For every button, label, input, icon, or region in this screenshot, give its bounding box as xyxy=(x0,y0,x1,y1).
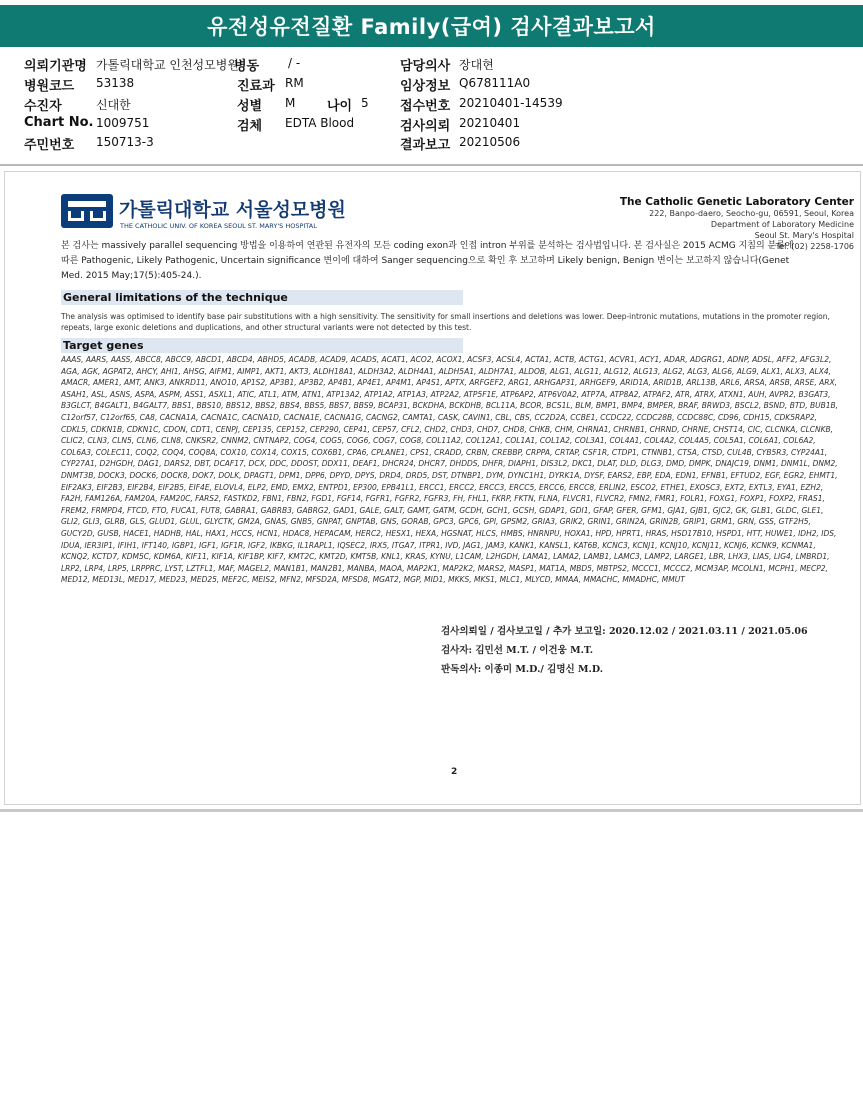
clinical-info-value: Q678111A0 xyxy=(459,76,531,90)
age-value: 5 xyxy=(361,96,369,110)
request-date-value: 20210401 xyxy=(459,116,521,130)
signature-technicians: 검사자: 김민선 M.T. / 이건웅 M.T. xyxy=(441,645,594,656)
clinical-info-label: 임상정보 xyxy=(400,79,451,94)
method-intro: 본 검사는 massively parallel sequencing 방법을 이용하여 연관된 유전자의 모든 coding exon과 인접 intron 부위를 분석하는 검사법입니다. 본 검사실은 2015 ACMG 지침의 분류에 따른 Pathogenic, Likely Pathogenic, Uncertain significance 변이에 대하여 Sanger sequencing으로 확인 후 보고하며 Likely benign, Benign 변이는 보고하지 않습니다(Genet Med. 2015 May;17(5):405-24.). xyxy=(61,241,794,281)
sex-label: 성별 xyxy=(237,99,263,114)
report-title-bar xyxy=(0,5,863,47)
referring-institution-value: 가톨릭대학교 인천성모병원 xyxy=(96,58,239,72)
report-page[interactable] xyxy=(4,171,861,805)
receipt-no-value: 20210401-14539 xyxy=(459,96,563,110)
age-label: 나이 xyxy=(327,99,353,114)
chart-no-value: 1009751 xyxy=(96,116,150,130)
ward-label: 병동 xyxy=(234,59,260,74)
report-date-label: 결과보고 xyxy=(400,138,451,153)
divider xyxy=(0,809,863,812)
limitations-heading: General limitations of the technique xyxy=(61,290,463,305)
report-title: 유전성유전질환 Family(급여) 검사결과보고서 xyxy=(207,15,656,39)
sex-value: M xyxy=(285,96,296,110)
hospital-name: 가톨릭대학교 서울성모병원 xyxy=(119,199,346,221)
receipt-no-label: 접수번호 xyxy=(400,99,451,114)
target-genes-list: AAAS, AARS, AASS, ABCC8, ABCC9, ABCD1, ABCD4, ABHD5, ACADB, ACAD9, ACADS, ACAT1, ACO2, ACOX1, ACSF3, ACSL4, ACTA1, ACTB, ACTG1, ACVR1, ACY1, ADAR, ADGRG1, ADNP, ADSL, AFF2, AFG3L2, AGA, AGK, AGPAT2, AHCY, AHI1, AHSG, AIFM1, AIMP1, AKT1, AKT3, ALDH18A1, ALDH3A2, ALDH4A1, ALDH5A1, ALDH7A1, ALDOB, ALG1, ALG11, ALG12, ALG13, ALG2, ALG3, ALG6, ALG9, ALX1, ALX3, ALX4, AMACR, AMER1, AMT, ANK3, ANKRD11, ANO10, AP1S2, AP3B1, AP3B2, AP4B1, AP4E1, AP4M1, AP4S1, APTX, ARFGEF2, ARG1, ARHGAP31, ARHGEF9, ARID1A, ARID1B, ARL13B, ARL6, ARSA, ARSB, ARSE, ARX, ASAH1, ASL, ASNS, ASPA, ASPM, ASS1, ASXL1, ATIC, ATL1, ATM, ATN1, ATP13A2, ATP1A2, ATP1A3, ATP2A2, ATP5F1E, ATP6AP2, ATP6V0A2, ATP7A, ATP8A2, ATPAF2, ATR, ATRX, ATXN1, AUH, AVPR2, B3GAT3, B3GLCT, B4GALT1, B4GALT7, BBS1, BBS10, BBS12, BBS2, BBS4, BBS5, BBS7, BBS9, BCAP31, BCKDHA, BCKDHB, BCL11A, BCOR, BCS1L, BLM, BMP1, BMP4, BMPER, BRAF, BRWD3, BSCL2, BSND, BTD, BUB1B, C12orf57, C12orf65, CA8, CACNA1A, CACNA1C, CACNA1D, CACNA1E, CACNA1G, CACNG2, CAMTA1, CASK, CAVIN1, CBL, CBS, CC2D2A, CCBE1, CCDC22, CCDC28B, CCDC88C, CD96, CDH15, CDK5RAP2, CDKL5, CDKN1B, CDKN1C, CDON, CDT1, CENPJ, CEP135, CEP152, CEP290, CEP41, CEP57, CFL2, CHD2, CHD3, CHD7, CHD8, CHKB, CHM, CHRNA1, CHRNB1, CHRND, CHRNE, CHST14, CIC, CLCNKA, CLCNKB, CLIC2, CLN3, CLN5, CLN6, CLN8, CNKSR2, CNNM2, CNTNAP2, COG4, COG5, COG6, COG7, COG8, COL11A2, COL12A1, COL1A1, COL1A2, COL3A1, COL4A1, COL4A2, COL4A5, COL5A1, COL6A1, COL6A2, COL6A3, COLEC11, COQ2, COQ4, COQ8A, COX10, COX14, COX15, COX6B1, CPA6, CPLANE1, CPS1, CRADD, CRBN, CREBBP, CRPPA, CRTAP, CSF1R, CTDP1, CTNNB1, CTSA, CTSD, CUL4B, CYB5R3, CYP24A1, CYP27A1, D2HGDH, DAG1, DARS2, DBT, DCAF17, DCX, DDC, DDOST, DDX11, DEAF1, DHCR24, DHCR7, DHDDS, DHFR, DIAPH1, DIS3L2, DKC1, DLAT, DLD, DLG3, DMD, DMPK, DNAJC19, DNM1, DNM1L, DNM2, DNMT3B, DOCK3, DOCK6, DOCK8, DOK7, DOLK, DPAGT1, DPM1, DPP6, DPYD, DPYS, DRD4, DRD5, DST, DTNBP1, DYM, DYNC1H1, DYRK1A, DYSF, EARS2, EBP, EDA, EDN1, EFNB1, EFTUD2, EGF, EGR2, EHMT1, EIF2AK3, EIF2B3, EIF2B4, EIF2B5, EIF4E, ELOVL4, ELP2, EMD, EMX2, ENTPD1, EP300, EPB41L1, ERCC1, ERCC2, ERCC3, ERCC5, ERCC6, ERCC8, ERLIN2, ESCO2, ETHE1, EXOSC3, EXT2, EXTL3, EYA1, EZH2, FA2H, FAM126A, FAM20A, FAM20C, FARS2, FASTKD2, FBN1, FBN2, FGD1, FGF14, FGFR1, FGFR2, FGFR3, FH, FHL1, FKRP, FKTN, FLNA, FLVCR1, FLVCR2, FMN2, FMR1, FOLR1, FOXG1, FOXP1, FOXP2, FRAS1, FREM2, FRMPD4, FTCD, FTO, FUCA1, FUT8, GABRA1, GABRB3, GABRG2, GAD1, GALE, GALT, GAMT, GATM, GCDH, GCH1, GCSH, GDAP1, GDI1, GFAP, GFER, GFM1, GJA1, GJB1, GJC2, GK, GLB1, GLDC, GLE1, GLI2, GLI3, GLRB, GLS, GLUD1, GLUL, GLYCTK, GM2A, GNAS, GNB5, GNPAT, GNPTAB, GNS, GORAB, GPC3, GPC6, GPI, GPSM2, GRIA3, GRIK2, GRIN1, GRIN2A, GRIN2B, GRIP1, GRM1, GRN, GSS, GTF2H5, GUCY2D, GUSB, HACE1, HADHB, HAL, HAX1, HCCS, HCN1, HDAC8, HEPACAM, HERC2, HESX1, HEXA, HGSNAT, HLCS, HMBS, HNRNPU, HOXA1, HPD, HPRT1, HRAS, HSD17B10, HSPD1, HTT, HUWE1, IDH2, IDS, IDUA, IER3IP1, IFIH1, IFT140, IGBP1, IGF1, IGF1R, IGF2, IKBKG, IL1RAPL1, IQSEC2, IRX5, ITGA7, ITPR1, IVD, JAG1, JAM3, KANK1, KANSL1, KAT6B, KCNC3, KCNJ1, KCNJ10, KCNJ11, KCNJ6, KCNK9, KCNMA1, KCNQ2, KCTD7, KDM5C, KDM6A, KIF11, KIF1A, KIF1BP, KIF7, KMT2C, KMT2D, KMT5B, KNL1, KRAS, KYNU, L1CAM, L2HGDH, LAMA1, LAMA2, LAMB1, LAMC3, LAMP2, LARGE1, LBR, LHX3, LIAS, LIG4, LMBRD1, LRP2, LRP4, LRP5, LRPPRC, LYST, LZTFL1, MAF, MAGEL2, MAN1B1, MAN2B1, MANBA, MAOA, MAP2K1, MAP2K2, MARS2, MASP1, MAT1A, MBD5, MBTPS2, MCCC1, MCCC2, MCM3AP, MCOLN1, MCPH1, MECP2, MED12, MED13L, MED17, MED23, MED25, MEF2C, MEIS2, MFN2, MFSD2A, MFSD8, MGAT2, MGP, MID1, MKKS, MKS1, MLC1, MLYCD, MMAA, MMACHC, MMADHC, MMUT xyxy=(61,355,839,585)
lab-address: 222, Banpo-daero, Seocho-gu, 06591, Seoul, Korea xyxy=(649,209,854,218)
patient-value: 신대한 xyxy=(96,98,131,112)
signature-dates: 검사의뢰일 / 검사보고일 / 추가 보고일: 2020.12.02 / 2021.03.11 / 2021.05.06 xyxy=(441,626,808,637)
referring-institution-label: 의뢰기관명 xyxy=(24,59,87,74)
request-date-label: 검사의뢰 xyxy=(400,119,451,134)
specimen-label: 검체 xyxy=(237,119,263,134)
department-label: 진료과 xyxy=(237,79,275,94)
resident-no-value: 150713-3 xyxy=(96,135,154,149)
specimen-value: EDTA Blood xyxy=(285,116,355,130)
lab-tel: Tel. (02) 2258-1706 xyxy=(775,242,854,251)
hospital-code-value: 53138 xyxy=(96,76,135,90)
target-genes-heading: Target genes xyxy=(61,338,463,353)
signature-physicians: 판독의사: 이종미 M.D./ 김명신 M.D. xyxy=(441,664,604,675)
divider xyxy=(0,164,863,166)
report-date-value: 20210506 xyxy=(459,135,521,149)
attending-value: 장대현 xyxy=(459,58,494,72)
lab-title: The Catholic Genetic Laboratory Center xyxy=(619,196,854,208)
patient-info-panel xyxy=(0,55,863,155)
department-value: RM xyxy=(285,76,304,90)
page-number: 2 xyxy=(451,767,458,777)
hospital-logo-icon xyxy=(61,194,113,228)
hospital-subtitle: THE CATHOLIC UNIV. OF KOREA SEOUL ST. MARY'S HOSPITAL xyxy=(120,222,317,230)
hospital-code-label: 병원코드 xyxy=(24,79,75,94)
lab-department: Department of Laboratory Medicine xyxy=(710,220,854,229)
ward-value: / - xyxy=(288,56,301,70)
lab-hospital: Seoul St. Mary's Hospital xyxy=(754,231,854,240)
patient-label: 수진자 xyxy=(24,99,62,114)
chart-no-label: Chart No. xyxy=(24,115,94,130)
limitations-text: The analysis was optimised to identify base pair substitutions with a high sensitivity. The sensitivity for small insertions and deletions was lower. Deep-intronic mutations, mutations in the promoter region, repeats, large exonic deletions and duplications, and other structural variants were not detected by this test. xyxy=(61,312,830,332)
attending-label: 담당의사 xyxy=(400,59,451,74)
resident-no-label: 주민번호 xyxy=(24,138,75,153)
